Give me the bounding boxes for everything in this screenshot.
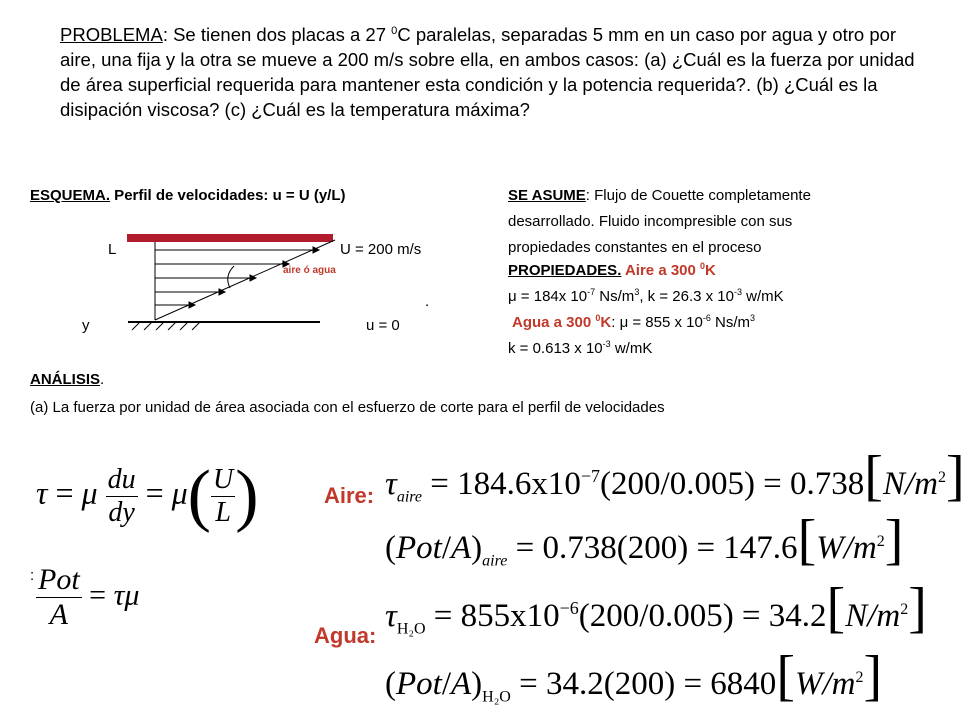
- problem-sup: 0: [391, 24, 398, 37]
- label-y: y: [82, 317, 90, 334]
- power-air-equation: $(Pot/A)_{aire} = 0.738(200) = 147.6[W/m^2]$: [385, 509, 904, 571]
- colon-mark: :: [30, 567, 35, 584]
- label-agua: Agua:: [314, 623, 377, 648]
- velocity-profile-line: [155, 240, 335, 320]
- assumptions-heading: SE ASUME: [508, 187, 586, 204]
- properties-block: [508, 259, 948, 360]
- label-L: L: [108, 241, 117, 258]
- velocity-arrows: [155, 247, 319, 308]
- assumptions-line1: SE ASUME: Flujo de Couette completamente: [508, 187, 811, 204]
- tau-water-equation: $\tau_{H_2O} = 855x10^{-6}(200/0.005) = 34.2[N/m^2]$: [385, 577, 927, 639]
- schema-heading: ESQUEMA.: [30, 187, 111, 204]
- label-fluid: aire ó agua: [283, 265, 336, 276]
- label-dot: .: [425, 293, 430, 310]
- properties-heading: PROPIEDADES.: [508, 262, 622, 279]
- properties-k-water: k = 0.613 x $10^{-3}$ w/mK: [508, 339, 653, 357]
- problem-heading: PROBLEMA: [60, 24, 163, 45]
- label-aire: Aire:: [324, 483, 375, 508]
- assumptions-line2: desarrollado. Fluido incompresible con sus: [508, 213, 793, 230]
- power-water-equation: $(Pot/A)_{H_2O} = 34.2(200) = 6840[W/m^2]$: [385, 645, 883, 707]
- properties-air-title-line: PROPIEDADES. Aire a 300 $^0$K: [508, 261, 716, 279]
- problem-text-b: C paralelas, separadas 5 mm en un caso por agua y otro por aire, una fija y la otra se mueve a 200 m/s sobre ella, en ambos casos: (a) ¿Cuál es la fuerza por unidad de área superficial requerida para mantener esta condición y la potencia requerida?. (b) ¿Cuál es la disipación viscosa? (c) ¿Cuál es la temperatura máxima?: [60, 24, 915, 120]
- label-U: U = 200 m/s: [340, 241, 422, 258]
- moving-plate: [127, 234, 333, 242]
- properties-air-values: μ = 184x $10^{-7}$ $Ns/m^3$, k = 26.3 x $10^{-3}$ w/mK: [508, 287, 784, 305]
- assumptions-line3: propiedades constantes en el proceso: [508, 239, 762, 256]
- label-u0: u = 0: [366, 317, 400, 334]
- analysis-part-a: (a) La fuerza por unidad de área asociada con el esfuerzo de corte para el perfil de velocidades: [30, 399, 665, 416]
- hatching: [132, 322, 200, 330]
- power-formula: $\frac{\text{Pot}}{A}$ = τμ: [38, 563, 140, 631]
- problem-text-a: : Se tienen dos placas a 27: [162, 24, 392, 45]
- analysis-heading-line: ANÁLISIS.: [30, 371, 105, 388]
- schema-title: Perfil de velocidades: u = U (y/L): [110, 187, 346, 204]
- tau-formula: τ = μ $\frac{du}{dy}$ = μ( $\frac{U}{L}$ ): [36, 457, 259, 534]
- tau-air-equation: $\tau_{aire} = 184.6x10^{-7}(200/0.005) = 0.738[N/m^2]$: [385, 445, 965, 507]
- assumptions-block: [508, 184, 948, 259]
- analysis-heading: ANÁLISIS: [30, 371, 101, 388]
- properties-water-values: Agua a 300 $^0$K: μ = 855 x $10^{-6}$ $Ns/m^3$: [512, 313, 756, 331]
- mu-symbol: [228, 266, 234, 288]
